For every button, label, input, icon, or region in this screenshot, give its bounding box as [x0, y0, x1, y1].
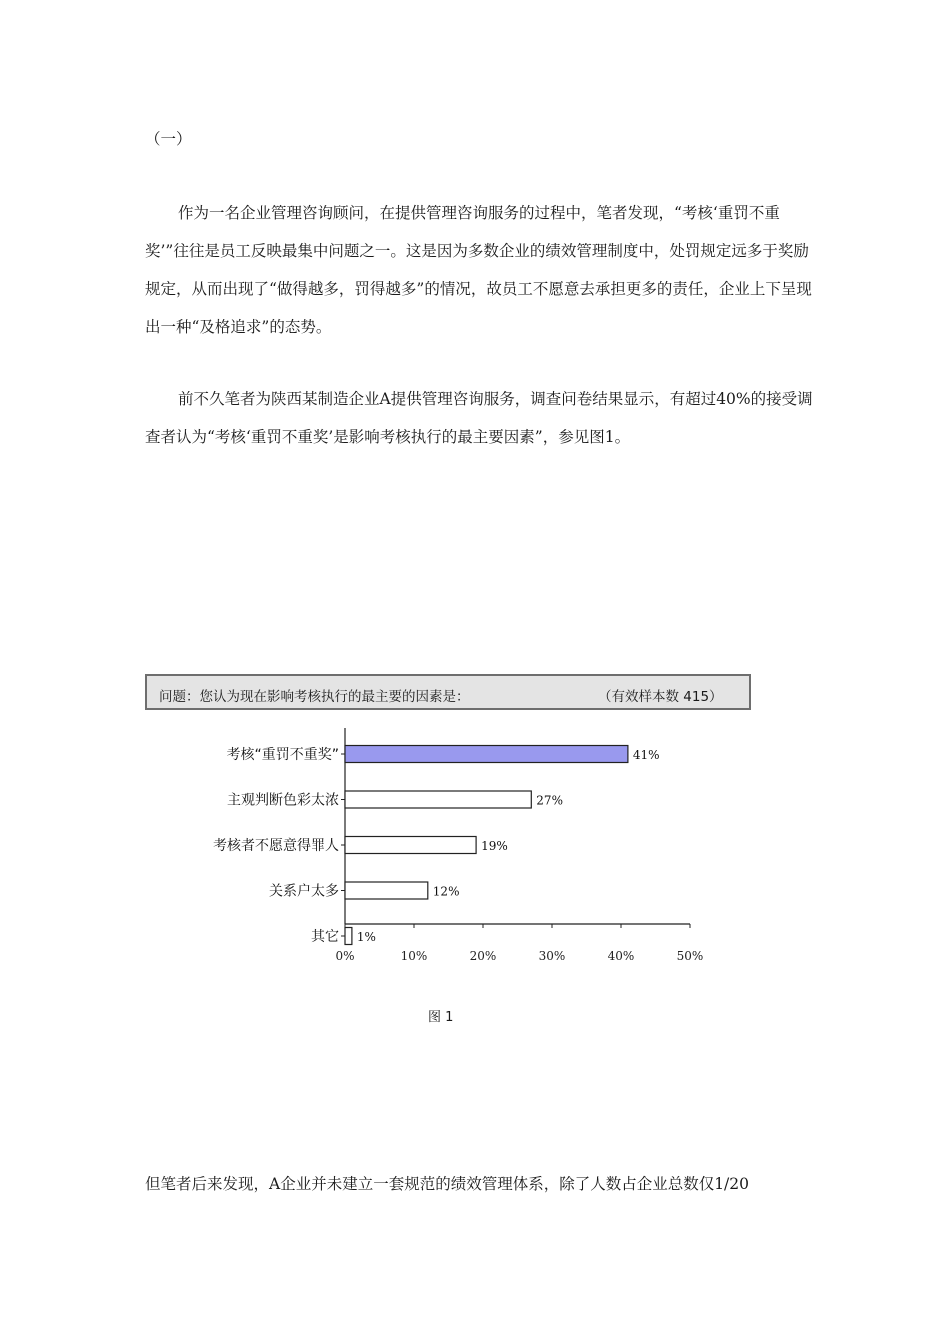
x-tick-label: 10%	[400, 949, 428, 963]
category-label: 关系户太多	[269, 883, 339, 900]
bar	[345, 791, 531, 808]
paragraph-2: 前不久笔者为陕西某制造企业A提供管理咨询服务，调查问卷结果显示，有超过40%的接受调查者认为“考核‘重罚不重奖’是影响考核执行的最主要因素”，参见图1。	[145, 390, 813, 446]
paragraph-3: 但笔者后来发现，A企业并未建立一套规范的绩效管理体系，除了人数占企业总数仅1/20	[145, 1175, 750, 1193]
x-tick-label: 0%	[335, 949, 355, 963]
data-label: 12%	[432, 884, 460, 899]
category-label: 其它	[311, 929, 339, 945]
data-label: 41%	[632, 748, 660, 762]
bar-chart	[145, 710, 755, 1004]
data-label: 19%	[481, 839, 508, 853]
data-label: 1%	[356, 930, 376, 944]
chart-title: 问题：您认为现在影响考核执行的最主要的因素是：	[159, 689, 470, 705]
x-tick-label: 20%	[469, 949, 497, 963]
chart-subtitle: （有效样本数 415）	[598, 689, 723, 705]
figure-1	[145, 674, 755, 1004]
section-heading: （一）	[145, 130, 192, 148]
data-label: 27%	[536, 793, 563, 808]
category-label: 考核者不愿意得罪人	[213, 838, 339, 854]
paragraph-1: 作为一名企业管理咨询顾问，在提供管理咨询服务的过程中，笔者发现，“考核‘重罚不重奖’”往往是员工反映最集中问题之一。这是因为多数企业的绩效管理制度中，处罚规定远多于奖励规定，从而出现了“做得越多，罚得越多”的情况，故员工不愿意去承担更多的责任，企业上下呈现出一种“及格追求”的态势。	[145, 204, 812, 336]
category-label: 考核“重罚不重奖”	[226, 747, 339, 763]
figure-caption: 图 1	[428, 1010, 454, 1025]
bar	[345, 837, 476, 854]
category-label: 主观判断色彩太浓	[227, 792, 339, 809]
bar	[345, 746, 628, 763]
x-tick-label: 40%	[607, 949, 635, 963]
chart-header	[145, 674, 751, 710]
x-tick-label: 30%	[538, 949, 566, 963]
x-tick-label: 50%	[676, 949, 704, 963]
bar	[345, 928, 352, 945]
bar	[345, 882, 428, 899]
